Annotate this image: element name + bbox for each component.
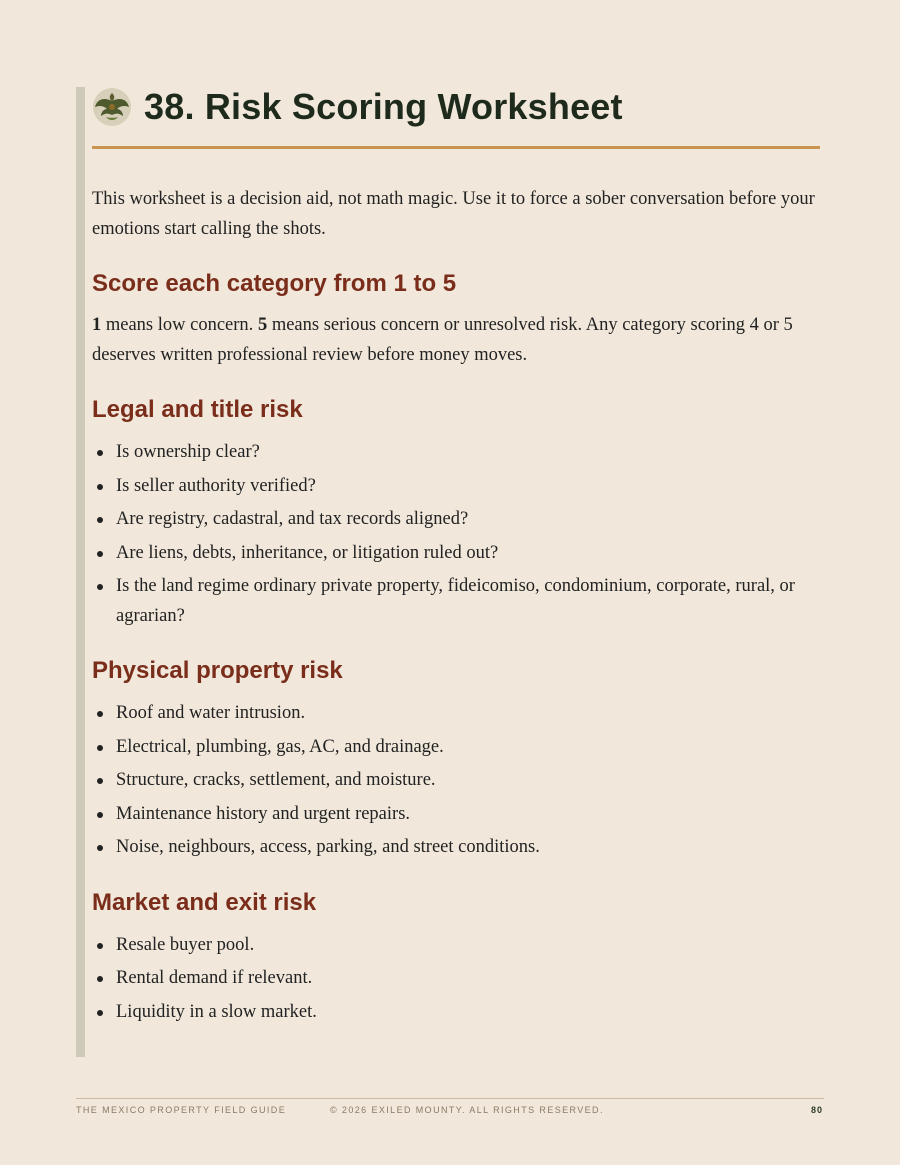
list-item-text: Noise, neighbours, access, parking, and street conditions. <box>116 837 540 857</box>
physical-heading: Physical property risk <box>92 657 343 684</box>
list-item-text: Structure, cracks, settlement, and moisture. <box>116 770 436 790</box>
list-item <box>92 438 820 468</box>
market-heading: Market and exit risk <box>92 888 317 916</box>
bullet-icon <box>97 778 103 784</box>
list-item <box>92 800 820 830</box>
bullet-icon <box>97 943 103 949</box>
footer-copyright: © 2026 EXILED MOUNTY. ALL RIGHTS RESERVED. <box>330 1105 604 1115</box>
score-low-number: 1 <box>92 315 102 335</box>
footer-divider <box>76 1098 824 1099</box>
score-low-text: means low concern. <box>101 315 258 335</box>
bullet-icon <box>97 450 103 456</box>
bullet-icon <box>97 845 103 851</box>
list-item-text: Maintenance history and urgent repairs. <box>116 803 411 824</box>
list-item-text: Rental demand if relevant. <box>116 968 313 988</box>
bullet-icon <box>97 812 103 818</box>
intro-paragraph: This worksheet is a decision aid, not math magic. Use it to force a sober conversation before your emotions start calling the shots. <box>92 189 815 239</box>
title-row <box>92 82 820 132</box>
footer-book-title: THE MEXICO PROPERTY FIELD GUIDE <box>76 1105 287 1115</box>
physical-list <box>92 699 820 863</box>
list-item-text: Resale buyer pool. <box>116 934 255 955</box>
bullet-icon <box>97 1010 103 1016</box>
page-number: 80 <box>810 1105 823 1115</box>
score-heading: Score each category from 1 to 5 <box>92 270 457 297</box>
list-item <box>92 998 820 1028</box>
list-item <box>92 699 820 729</box>
score-paragraph <box>92 311 820 370</box>
list-item <box>92 505 820 535</box>
list-item-text: Is the land regime ordinary private property, fideicomiso, condominium, corporate, rural, or agrarian? <box>116 576 795 626</box>
page-title: 38. Risk Scoring Worksheet <box>144 86 623 127</box>
list-item-text: Are liens, debts, inheritance, or litigation ruled out? <box>116 542 499 563</box>
list-item <box>92 572 820 631</box>
list-item-text: Is ownership clear? <box>116 442 260 462</box>
eagle-emblem-icon <box>92 87 132 127</box>
bullet-icon <box>97 711 103 717</box>
bullet-icon <box>97 551 103 557</box>
market-list <box>92 931 820 1028</box>
bullet-icon <box>97 976 103 982</box>
bullet-icon <box>97 517 103 523</box>
list-item <box>92 472 820 502</box>
list-item <box>92 931 820 961</box>
list-item-text: Roof and water intrusion. <box>116 703 306 723</box>
left-accent-bar <box>76 87 85 1057</box>
page-content <box>92 82 820 1031</box>
list-item-text: Is seller authority verified? <box>116 475 316 496</box>
score-high-number: 5 <box>257 315 268 335</box>
legal-list <box>92 438 820 631</box>
list-item <box>92 964 820 994</box>
list-item <box>92 733 820 763</box>
bullet-icon <box>97 584 103 590</box>
legal-heading: Legal and title risk <box>92 396 303 423</box>
score-high-text: means serious concern or unresolved risk. Any category scoring 4 or 5 deserves written professional review before money moves. <box>92 315 793 365</box>
list-item-text: Liquidity in a slow market. <box>116 1001 317 1022</box>
list-item <box>92 539 820 569</box>
title-divider <box>92 146 820 149</box>
list-item-text: Electrical, plumbing, gas, AC, and drainage. <box>116 736 444 757</box>
bullet-icon <box>97 484 103 490</box>
list-item-text: Are registry, cadastral, and tax records aligned? <box>116 509 469 529</box>
list-item <box>92 766 820 796</box>
list-item <box>92 833 820 863</box>
bullet-icon <box>97 745 103 751</box>
